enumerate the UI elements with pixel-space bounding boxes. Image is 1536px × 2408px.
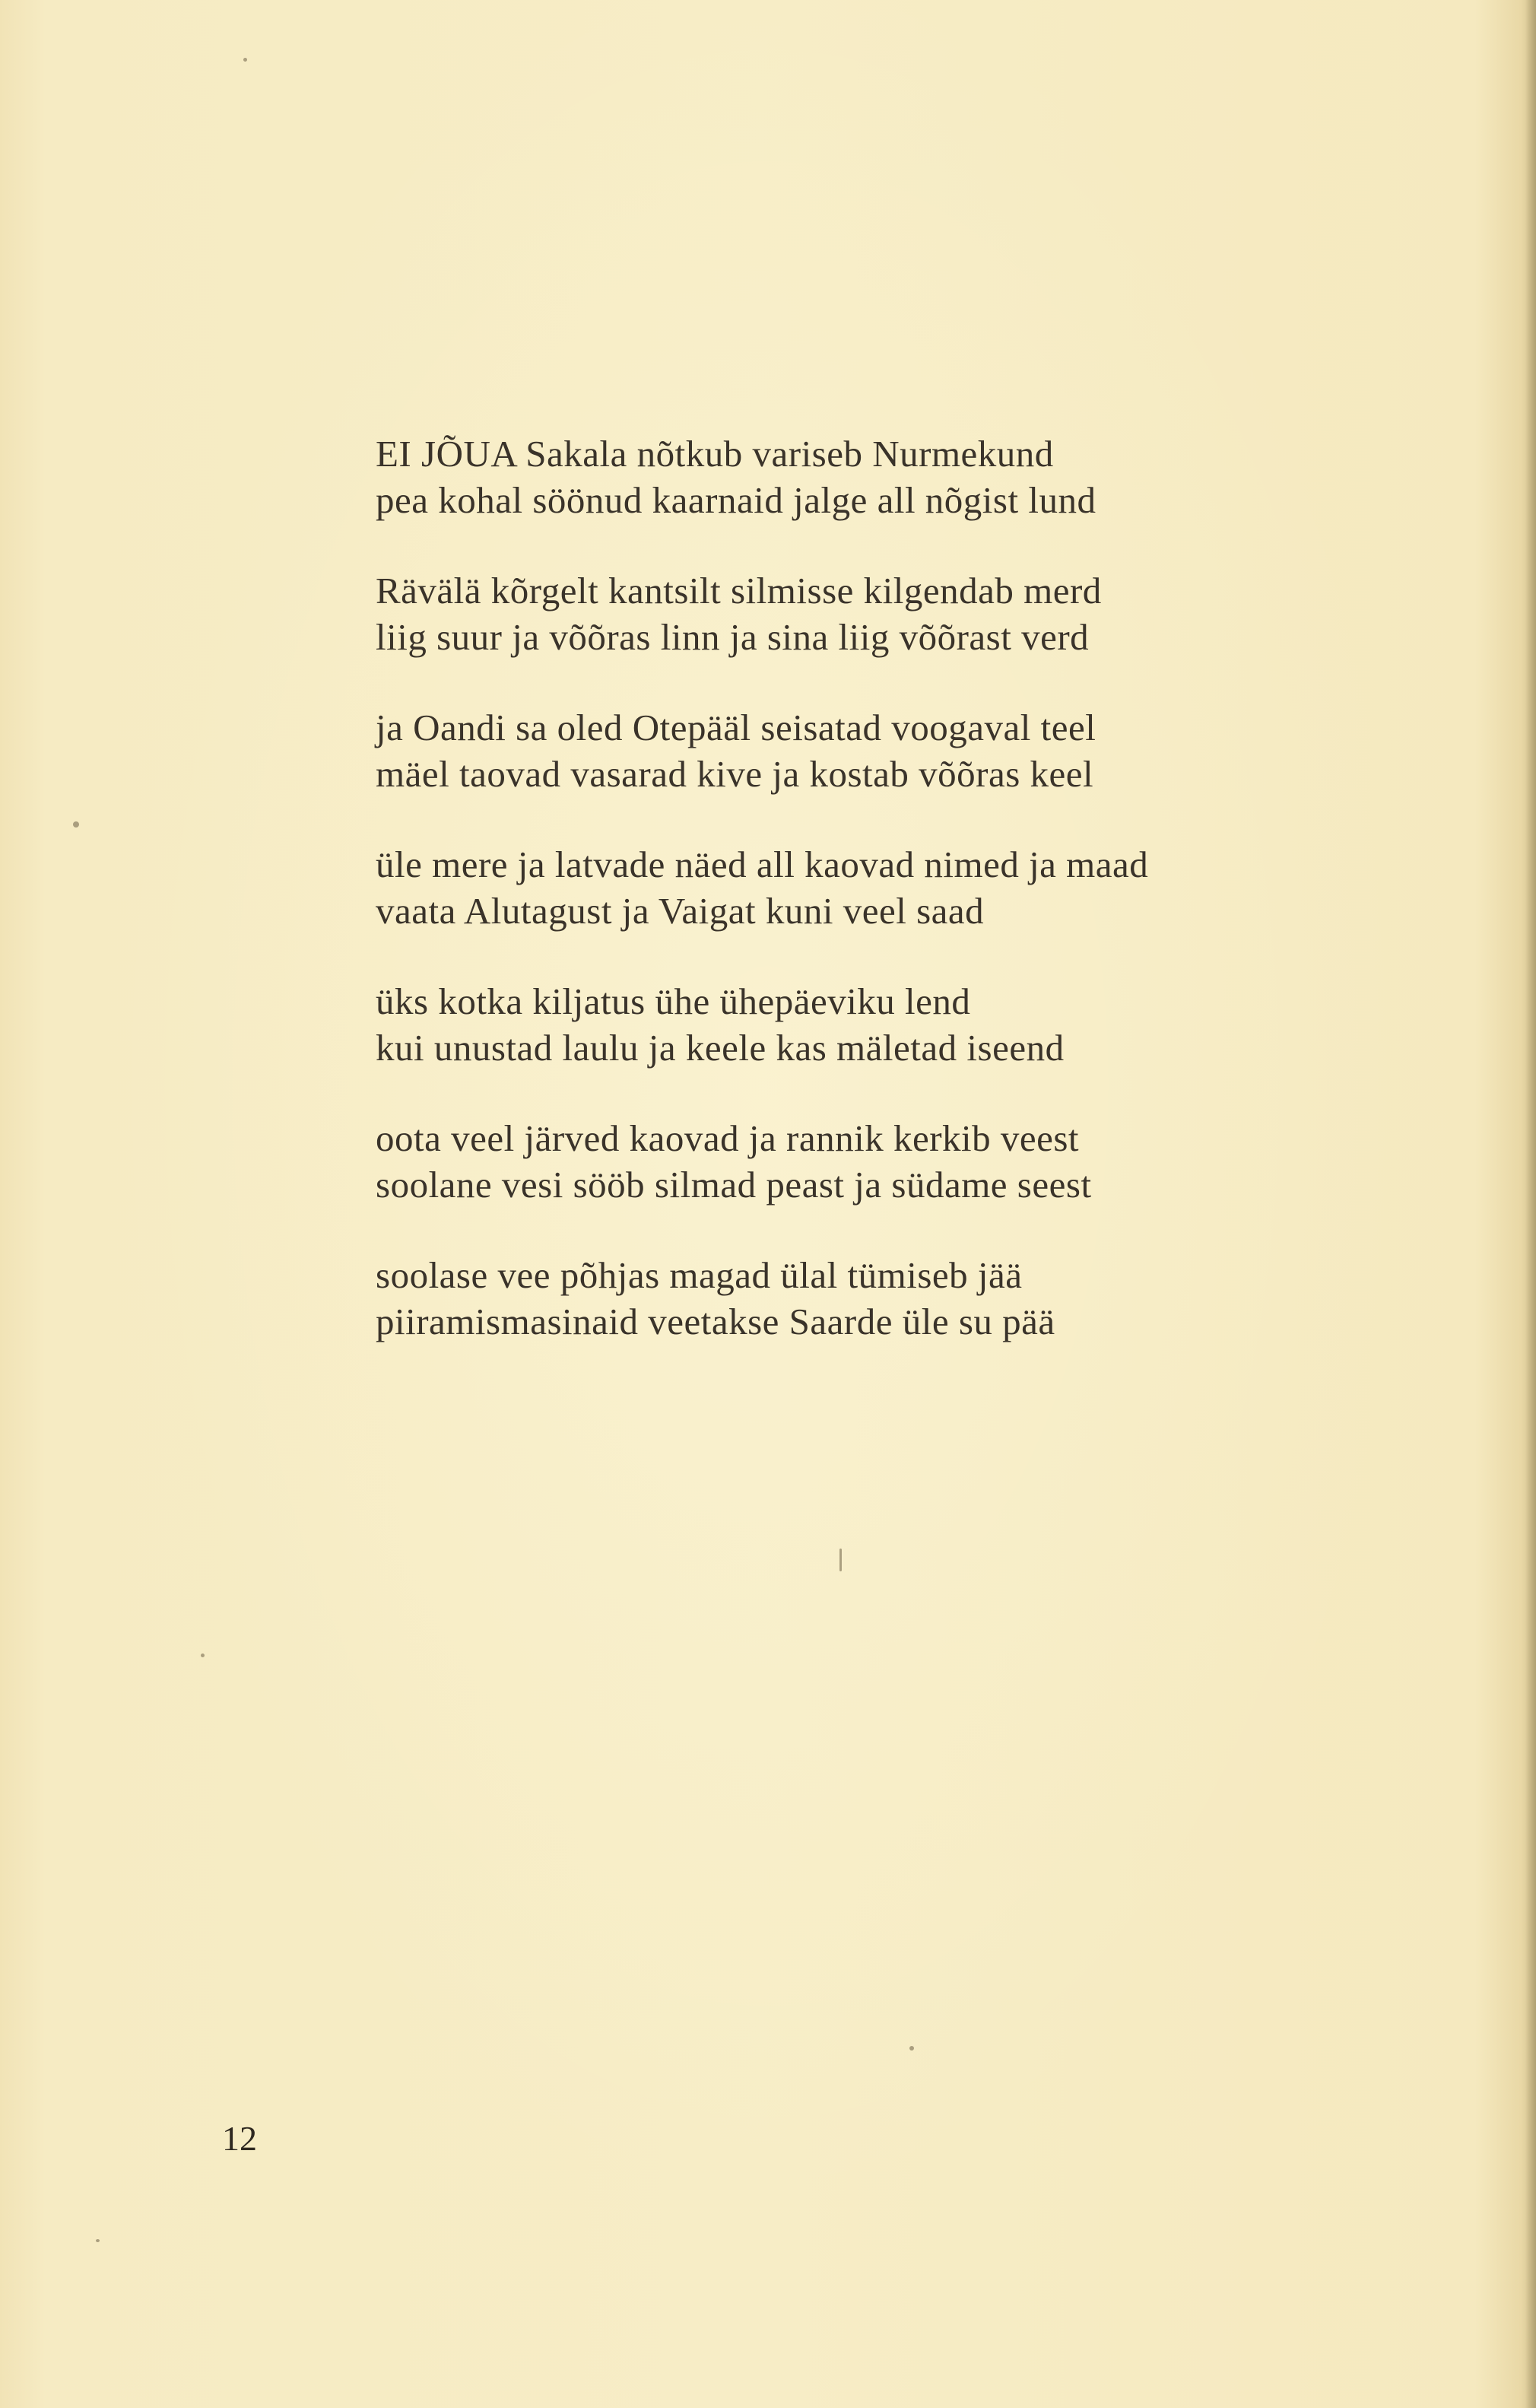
poem-line: EI JÕUA Sakala nõtkub variseb Nurmekund (376, 433, 1054, 475)
page-edge-shadow (1525, 0, 1536, 2408)
poem-line: mäel taovad vasarad kive ja kostab võõras keel (376, 753, 1094, 795)
poem-line: ja Oandi sa oled Otepääl seisatad voogaval teel (376, 707, 1096, 748)
poem-line: Rävälä kõrgelt kantsilt silmisse kilgendab merd (376, 570, 1102, 612)
paper-speck (839, 1549, 842, 1571)
page-number: 12 (222, 2119, 257, 2158)
poem-line: üks kotka kiljatus ühe ühepäeviku lend (376, 980, 971, 1022)
poem-line: soolase vee põhjas magad ülal tümiseb jää (376, 1254, 1023, 1296)
paper-speck (96, 2239, 100, 2242)
paper-speck (243, 58, 247, 62)
poem-line: liig suur ja võõras linn ja sina liig võõrast verd (376, 616, 1090, 658)
stanza-7 (376, 1252, 1440, 1345)
poem-line: pea kohal söönud kaarnaid jalge all nõgist lund (376, 479, 1096, 521)
paper-speck (201, 1654, 205, 1657)
poem-line: oota veel järved kaovad ja rannik kerkib veest (376, 1117, 1080, 1159)
stanza-4 (376, 841, 1440, 934)
poem-line: soolane vesi sööb silmad peast ja südame seest (376, 1164, 1092, 1206)
poem-line: üle mere ja latvade näed all kaovad nimed ja maad (376, 843, 1149, 885)
poem-line: kui unustad laulu ja keele kas mäletad iseend (376, 1027, 1065, 1069)
stanza-2 (376, 567, 1440, 660)
paper-speck (909, 2046, 914, 2051)
poem-line: piiramismasinaid veetakse Saarde üle su pää (376, 1301, 1055, 1342)
stanza-6 (376, 1115, 1440, 1208)
stanza-1 (376, 430, 1440, 523)
stanza-3 (376, 704, 1440, 797)
poem-line: vaata Alutagust ja Vaigat kuni veel saad (376, 890, 985, 932)
stanza-5 (376, 978, 1440, 1071)
paper-speck (73, 821, 79, 828)
poem (376, 430, 1440, 1389)
